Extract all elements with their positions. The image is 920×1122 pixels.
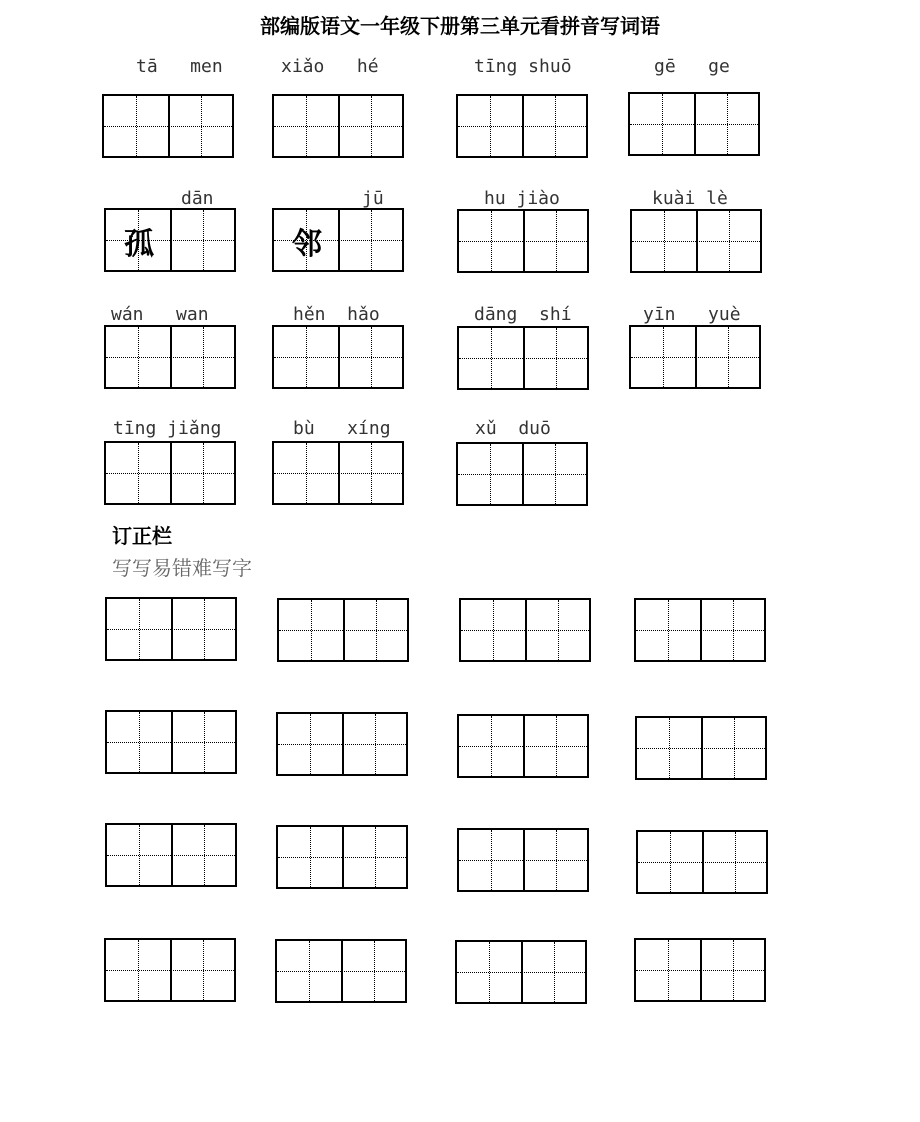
writing-box[interactable]: [457, 209, 589, 273]
writing-box[interactable]: [104, 325, 236, 389]
correction-box[interactable]: [634, 938, 766, 1002]
correction-box[interactable]: [459, 598, 591, 662]
writing-box[interactable]: [272, 325, 404, 389]
prefilled-character: 邻: [292, 227, 322, 262]
writing-box[interactable]: [104, 441, 236, 505]
writing-box[interactable]: [629, 325, 761, 389]
correction-subtitle: 写写易错难写字: [112, 556, 252, 580]
correction-box[interactable]: [277, 598, 409, 662]
correction-box[interactable]: [276, 712, 408, 776]
correction-box[interactable]: [276, 825, 408, 889]
writing-box[interactable]: [457, 326, 589, 390]
writing-box[interactable]: [272, 441, 404, 505]
correction-box[interactable]: [636, 830, 768, 894]
pinyin-label: tīng shuō: [474, 56, 572, 77]
correction-box[interactable]: [275, 939, 407, 1003]
pinyin-label: hěn hǎo: [293, 304, 380, 325]
correction-box[interactable]: [105, 710, 237, 774]
pinyin-label: gē ge: [654, 56, 730, 77]
correction-box[interactable]: [457, 828, 589, 892]
pinyin-label: kuài lè: [652, 188, 728, 209]
pinyin-label: bù xíng: [293, 418, 391, 439]
writing-box[interactable]: [102, 94, 234, 158]
writing-box[interactable]: [456, 442, 588, 506]
pinyin-label: yīn yuè: [643, 304, 741, 325]
pinyin-label: wán wan: [111, 304, 209, 325]
correction-box[interactable]: [105, 597, 237, 661]
pinyin-label: hu jiào: [484, 188, 560, 209]
writing-box[interactable]: [272, 94, 404, 158]
writing-box[interactable]: [630, 209, 762, 273]
pinyin-label: dān: [181, 188, 214, 209]
correction-box[interactable]: [457, 714, 589, 778]
pinyin-label: jū: [362, 188, 384, 209]
prefilled-character: 孤: [124, 227, 154, 262]
writing-box[interactable]: [456, 94, 588, 158]
pinyin-label: dāng shí: [474, 304, 572, 325]
pinyin-label: xiǎo hé: [281, 56, 379, 77]
correction-box[interactable]: [634, 598, 766, 662]
correction-box[interactable]: [105, 823, 237, 887]
pinyin-label: tā men: [136, 56, 223, 77]
pinyin-label: xǔ duō: [475, 418, 551, 439]
correction-title: 订正栏: [112, 524, 172, 548]
writing-box[interactable]: [628, 92, 760, 156]
correction-box[interactable]: [104, 938, 236, 1002]
pinyin-label: tīng jiǎng: [113, 418, 222, 439]
page-title: 部编版语文一年级下册第三单元看拼音写词语: [260, 14, 660, 38]
correction-box[interactable]: [455, 940, 587, 1004]
correction-box[interactable]: [635, 716, 767, 780]
